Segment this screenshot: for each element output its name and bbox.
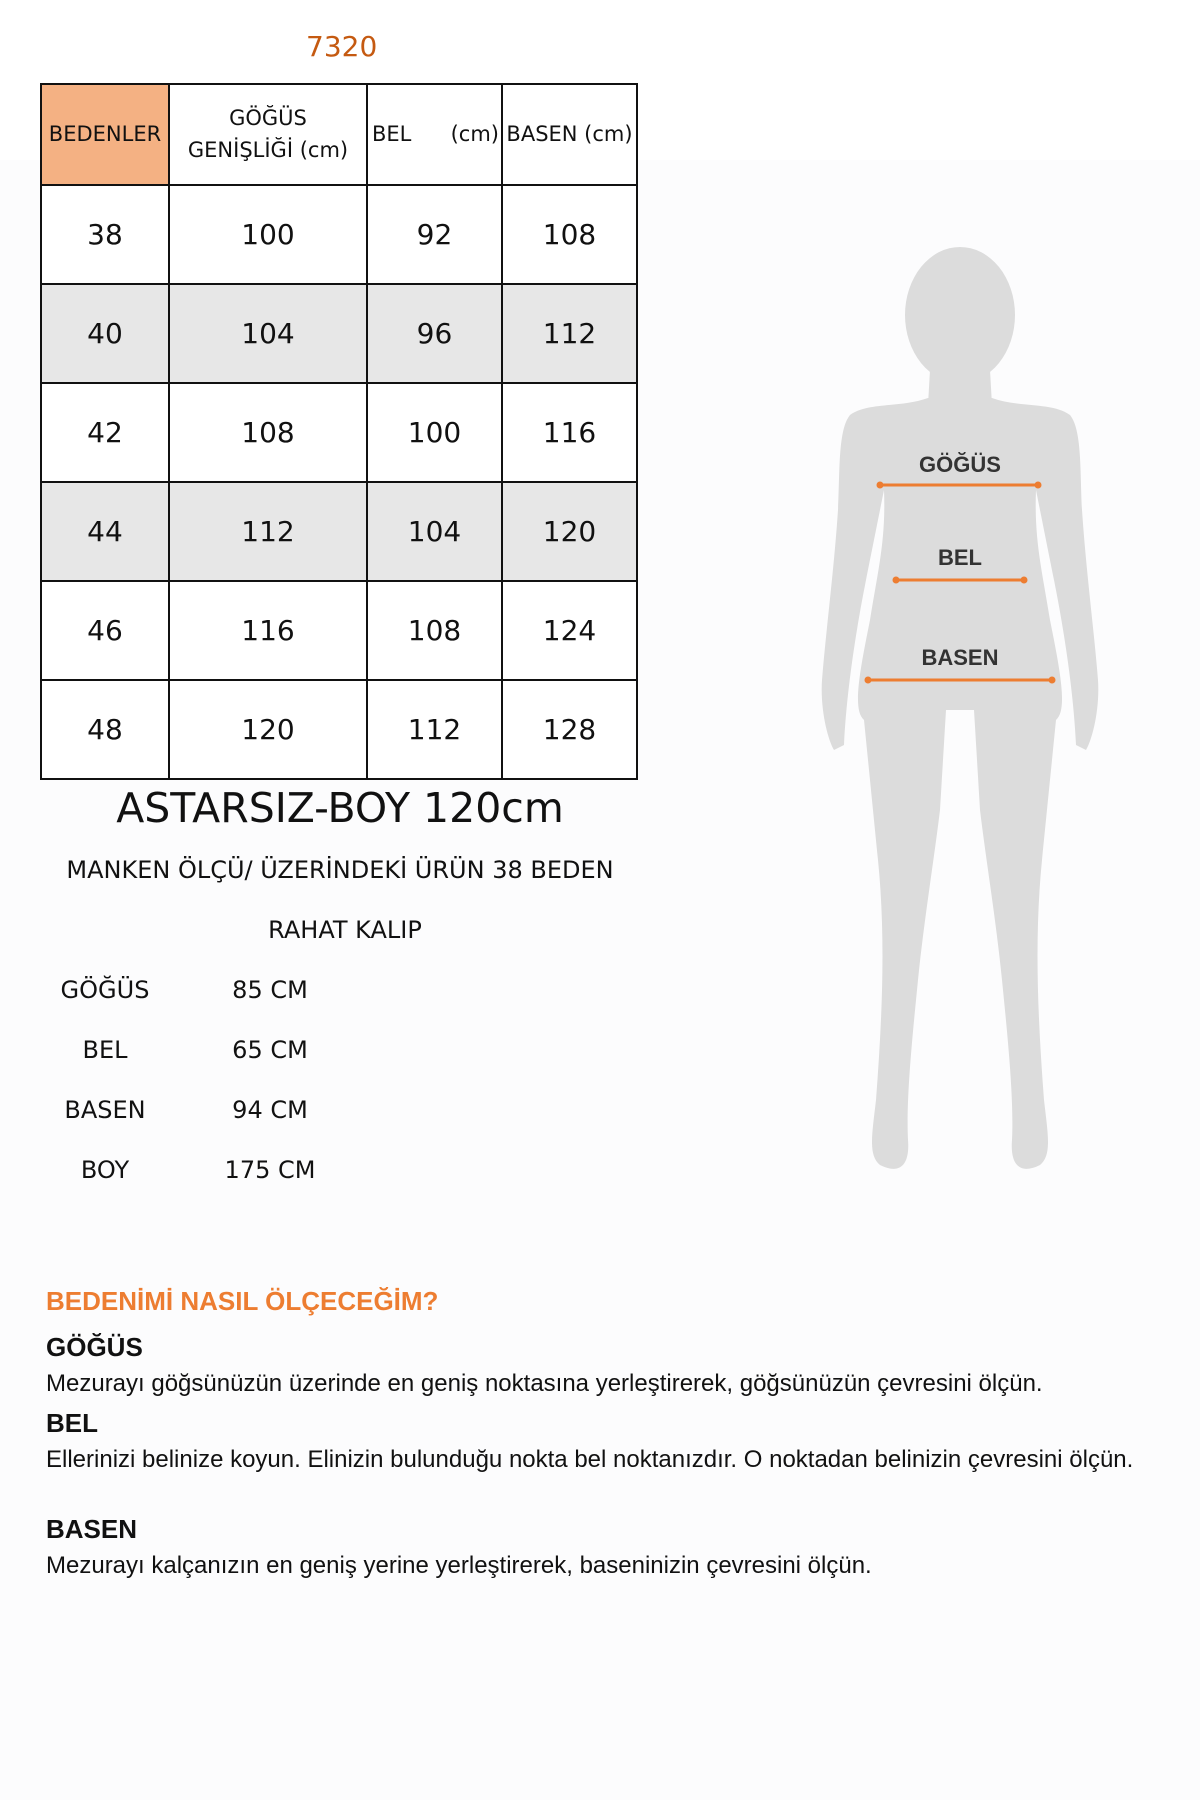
waist-measure-point xyxy=(893,577,900,584)
guide-chest-heading: GÖĞÜS xyxy=(46,1332,143,1362)
cell-chest: 120 xyxy=(169,680,367,779)
cell-size: 44 xyxy=(41,482,169,581)
cell-hip: 116 xyxy=(502,383,637,482)
table-row xyxy=(41,185,637,284)
cell-chest: 116 xyxy=(169,581,367,680)
guide-hip-text: Mezurayı kalçanızın en geniş yerine yerleştirerek, baseninizin çevresini ölçün. xyxy=(46,1552,872,1579)
table-row xyxy=(41,482,637,581)
header-chest-line2: GENİŞLİĞİ (cm) xyxy=(187,137,349,162)
model-height-value: 175 CM xyxy=(224,1156,316,1184)
figure-waist-label: BEL xyxy=(938,545,982,570)
cell-waist: 104 xyxy=(367,482,502,581)
model-waist-label: BEL xyxy=(82,1036,128,1064)
cell-chest: 100 xyxy=(169,185,367,284)
cell-chest: 108 xyxy=(169,383,367,482)
model-chest-label: GÖĞÜS xyxy=(60,976,150,1004)
guide-waist-text: Ellerinizi belinize koyun. Elinizin bulunduğu nokta bel noktanızdır. O noktadan belinizin çevresini ölçün. xyxy=(46,1446,1134,1473)
cell-hip: 112 xyxy=(502,284,637,383)
size-table-header xyxy=(41,84,637,185)
cell-waist: 100 xyxy=(367,383,502,482)
cell-hip: 124 xyxy=(502,581,637,680)
chest-measure-point xyxy=(877,482,884,489)
header-waist xyxy=(367,84,502,185)
cell-chest: 104 xyxy=(169,284,367,383)
header-chest xyxy=(169,84,367,185)
cell-size: 42 xyxy=(41,383,169,482)
cell-size: 40 xyxy=(41,284,169,383)
figure-chest-label: GÖĞÜS xyxy=(919,452,1001,477)
cell-size: 48 xyxy=(41,680,169,779)
model-size-note: MANKEN ÖLÇÜ/ ÜZERİNDEKİ ÜRÜN 38 BEDEN xyxy=(66,856,614,884)
body-silhouette xyxy=(820,240,1100,1180)
header-waist-unit: (cm) xyxy=(450,121,499,146)
cell-hip: 128 xyxy=(502,680,637,779)
table-row xyxy=(41,383,637,482)
cell-waist: 92 xyxy=(367,185,502,284)
chest-measure-point xyxy=(1035,482,1042,489)
header-hip: BASEN (cm) xyxy=(502,84,637,185)
model-hip-value: 94 CM xyxy=(232,1096,308,1124)
model-waist-value: 65 CM xyxy=(232,1036,308,1064)
guide-chest-text: Mezurayı göğsünüzün üzerinde en geniş noktasına yerleştirerek, göğsünüzün çevresini ölçün. xyxy=(46,1370,1043,1397)
cell-waist: 108 xyxy=(367,581,502,680)
fit-note: RAHAT KALIP xyxy=(268,916,422,944)
model-chest-value: 85 CM xyxy=(232,976,308,1004)
hip-measure-point xyxy=(1049,677,1056,684)
table-row xyxy=(41,581,637,680)
guide-hip-heading: BASEN xyxy=(46,1514,138,1544)
header-sizes: BEDENLER xyxy=(41,84,169,185)
lining-length-note: ASTARSIZ-BOY 120cm xyxy=(116,784,564,832)
product-code: 7320 xyxy=(306,30,378,63)
waist-measure-point xyxy=(1021,577,1028,584)
hip-measure-point xyxy=(865,677,872,684)
cell-size: 38 xyxy=(41,185,169,284)
body-shape xyxy=(822,247,1099,1169)
cell-waist: 96 xyxy=(367,284,502,383)
cell-chest: 112 xyxy=(169,482,367,581)
cell-size: 46 xyxy=(41,581,169,680)
figure-hip-label: BASEN xyxy=(921,645,999,670)
header-waist-label: BEL xyxy=(372,121,412,146)
how-to-measure-title: BEDENİMİ NASIL ÖLÇECEĞİM? xyxy=(46,1286,439,1316)
table-row xyxy=(41,680,637,779)
model-height-label: BOY xyxy=(80,1156,130,1184)
model-hip-label: BASEN xyxy=(64,1096,146,1124)
size-table xyxy=(40,83,638,780)
header-chest-line1: GÖĞÜS xyxy=(229,106,307,130)
table-row xyxy=(41,284,637,383)
guide-waist-heading: BEL xyxy=(46,1408,98,1438)
cell-waist: 112 xyxy=(367,680,502,779)
cell-hip: 108 xyxy=(502,185,637,284)
cell-hip: 120 xyxy=(502,482,637,581)
